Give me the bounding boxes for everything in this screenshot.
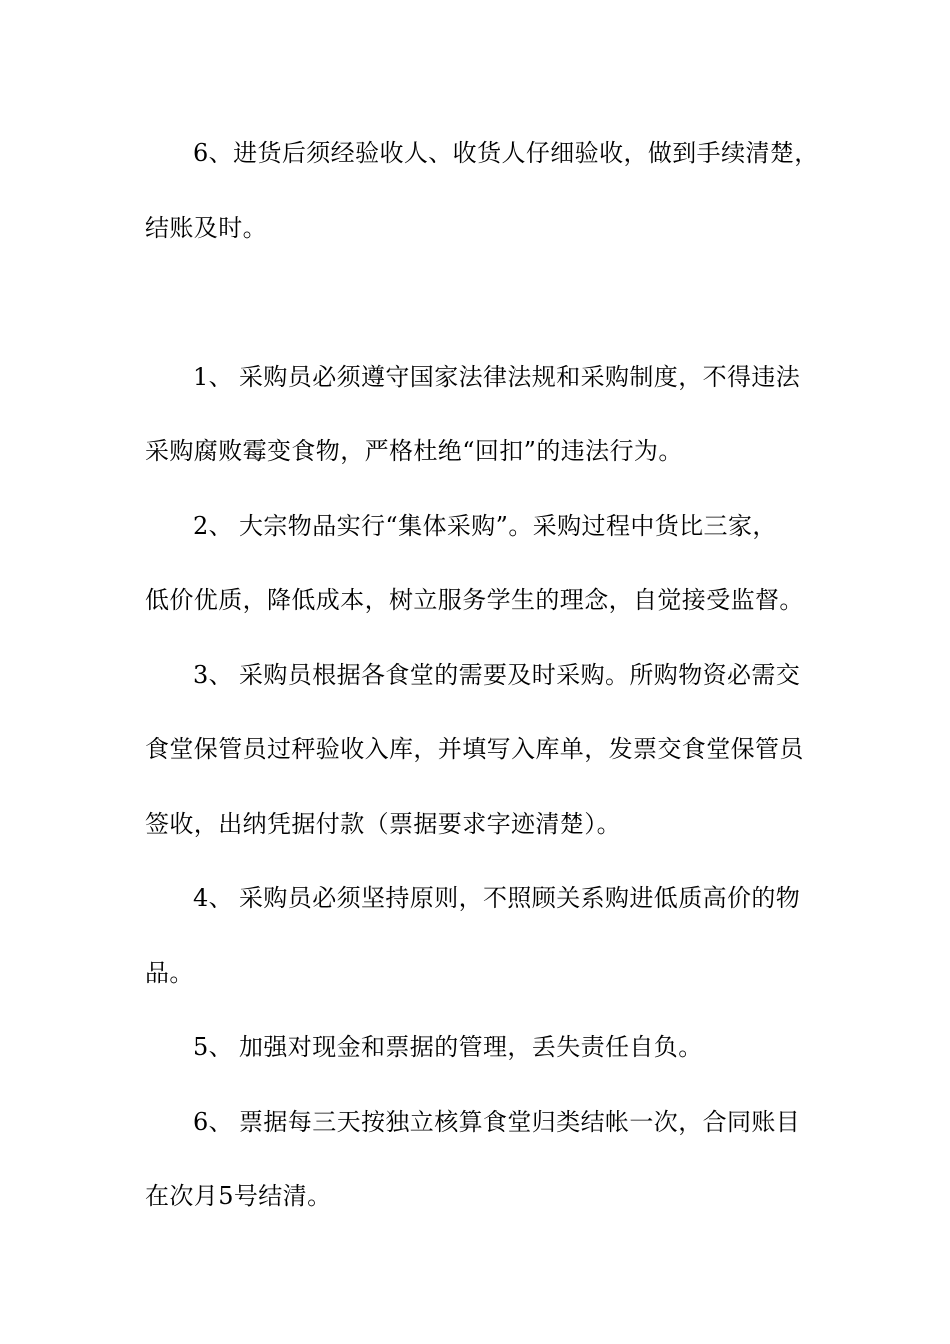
paragraph-text: 票据每三天按独立核算食堂归类结帐一次，合同账目: [239, 1108, 801, 1136]
paragraph-line: 采购腐败霉变食物，严格杜绝“回扣”的违法行为。: [145, 437, 683, 465]
paragraph-line: 6、进货后须经验收人、收货人仔细验收，做到手续清楚，: [193, 139, 819, 167]
paragraph-line: 签收，出纳凭据付款（票据要求字迹清楚）。: [145, 810, 621, 838]
numbered-paragraph-line: [193, 1107, 815, 1137]
paragraph-text: 采购员根据各食堂的需要及时采购。所购物资必需交: [239, 661, 801, 689]
item-number: 6、: [193, 1108, 234, 1136]
paragraph-line: 在次月5号结清。: [145, 1182, 332, 1210]
item-number: 5、: [193, 1033, 234, 1061]
numbered-paragraph-line: [193, 1032, 815, 1062]
paragraph-line: 结账及时。: [145, 214, 267, 242]
item-number: 3、: [193, 661, 234, 689]
numbered-paragraph-line: [193, 883, 815, 913]
numbered-paragraph-line: [193, 362, 815, 392]
paragraph-text: 加强对现金和票据的管理，丢失责任自负。: [239, 1033, 703, 1061]
item-number: 2、: [193, 512, 234, 540]
item-number: 1、: [193, 363, 234, 391]
numbered-paragraph-line: [193, 660, 815, 690]
paragraph-line: 食堂保管员过秤验收入库，并填写入库单，发票交食堂保管员: [145, 735, 804, 763]
numbered-paragraph-line: [193, 511, 815, 541]
paragraph-text: 大宗物品实行“集体采购”。采购过程中货比三家，: [239, 512, 777, 540]
item-number: 4、: [193, 884, 234, 912]
paragraph-line: 低价优质，降低成本，树立服务学生的理念，自觉接受监督。: [145, 586, 804, 614]
paragraph-text: 采购员必须坚持原则，不照顾关系购进低质高价的物: [239, 884, 801, 912]
paragraph-text: 采购员必须遵守国家法律法规和采购制度，不得违法: [239, 363, 801, 391]
paragraph-line: 品。: [145, 959, 194, 987]
